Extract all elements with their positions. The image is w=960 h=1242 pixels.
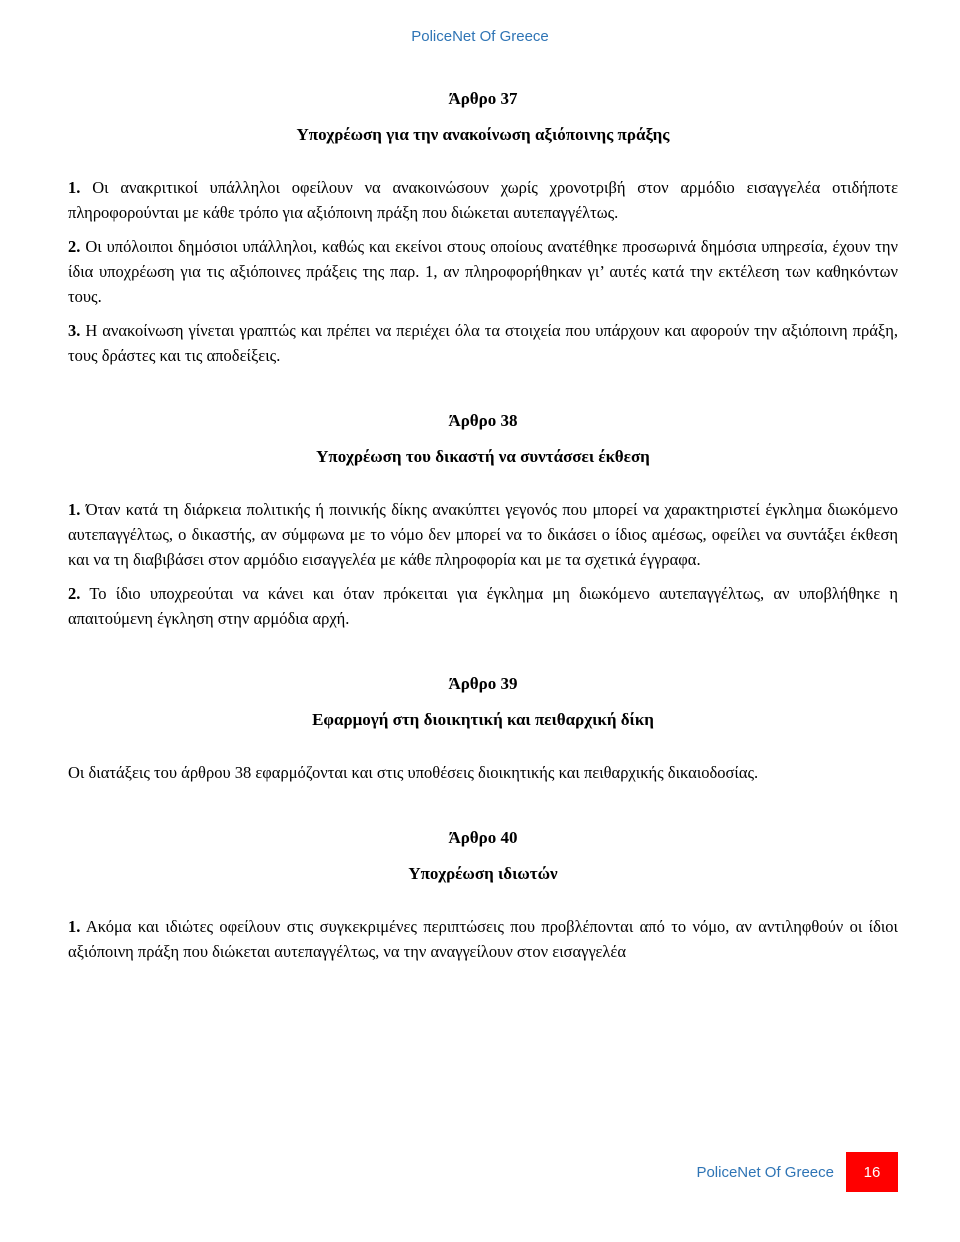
article-number: Άρθρο 40 xyxy=(448,828,518,847)
article-number: Άρθρο 39 xyxy=(448,674,518,693)
paragraph: 1. Ακόμα και ιδιώτες οφείλουν στις συγκεκριμένες περιπτώσεις που προβλέπονται από το νόμο, αν αντιληφθούν οι ίδιοι αξιόποινη πράξη που διώκεται αυτεπαγγέλτως, να την αναγγείλουν στον εισαγγελέα xyxy=(68,917,898,961)
paragraph: 1. Όταν κατά τη διάρκεια πολιτικής ή ποινικής δίκης ανακύπτει γεγονός που μπορεί να χαρακτηριστεί έγκλημα διωκόμενο αυτεπαγγέλτως, ο δικαστής, αν σύμφωνα με το νόμο δεν μπορεί να το δικάσει ο ίδιος αμέσως, οφείλει να συντάξει έκθεση και να τη διαβιβάσει στον αρμόδιο εισαγγελέα με κάθε πληροφορία και με τα σχετικά έγγραφα. xyxy=(68,500,898,569)
article-number: Άρθρο 37 xyxy=(448,89,518,108)
page-number-badge: 16 xyxy=(846,1152,898,1192)
article-37 xyxy=(68,86,898,368)
article-title: Εφαρμογή στη διοικητική και πειθαρχική δίκη xyxy=(312,710,654,729)
article-38 xyxy=(68,408,898,631)
paragraph: 2. Το ίδιο υποχρεούται να κάνει και όταν πρόκειται για έγκλημα μη διωκόμενο αυτεπαγγέλτως, αν υποβλήθηκε η απαιτούμενη έγκληση στην αρμόδια αρχή. xyxy=(68,584,898,628)
article-title: Υποχρέωση για την ανακοίνωση αξιόποινης πράξης xyxy=(296,125,670,144)
article-39 xyxy=(68,671,898,785)
article-title: Υποχρέωση του δικαστή να συντάσσει έκθεση xyxy=(316,447,650,466)
page-footer xyxy=(696,1152,898,1192)
paragraph: 3. Η ανακοίνωση γίνεται γραπτώς και πρέπει να περιέχει όλα τα στοιχεία που υπάρχουν και αφορούν την αξιόποινη πράξη, τους δράστες και τις αποδείξεις. xyxy=(68,321,898,365)
page-header: PoliceNet Of Greece xyxy=(411,28,549,45)
document-body xyxy=(68,86,898,964)
article-number: Άρθρο 38 xyxy=(448,411,518,430)
footer-brand: PoliceNet Of Greece xyxy=(696,1163,834,1181)
paragraph: 1. Οι ανακριτικοί υπάλληλοι οφείλουν να ανακοινώσουν χωρίς χρονοτριβή στον αρμόδιο εισαγγελέα οτιδήποτε πληροφορούνται με κάθε τρόπο για αξιόποινη πράξη που διώκεται αυτεπαγγέλτως. xyxy=(68,178,898,222)
article-title: Υποχρέωση ιδιωτών xyxy=(408,864,558,883)
paragraph: 2. Οι υπόλοιποι δημόσιοι υπάλληλοι, καθώς και εκείνοι στους οποίους ανατέθηκε προσωρινά δημόσια υπηρεσία, έχουν την ίδια υποχρέωση για τις αξιόποινες πράξεις της παρ. 1, αν πληροφορήθηκαν γι’ αυτές κατά την εκτέλεση των καθηκόντων τους. xyxy=(68,237,898,306)
paragraph: Οι διατάξεις του άρθρου 38 εφαρμόζονται και στις υποθέσεις διοικητικής και πειθαρχικής δικαιοδοσίας. xyxy=(68,763,759,782)
article-40 xyxy=(68,825,898,964)
